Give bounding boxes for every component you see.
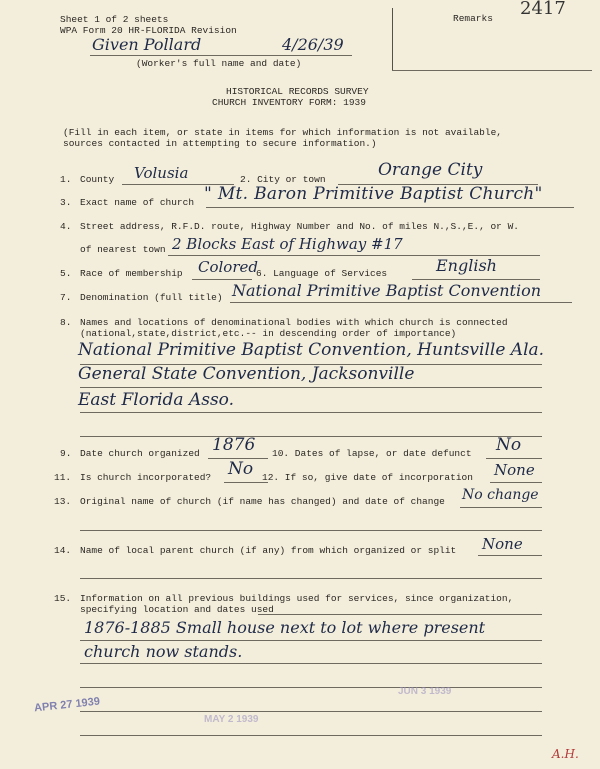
language-line: [412, 279, 540, 280]
bodies-label-2: (national,state,district,etc.-- in descending order of importance): [80, 328, 457, 339]
worker-caption: (Worker's full name and date): [136, 58, 302, 69]
language-value: English: [436, 256, 497, 275]
bodies-value-2: General State Convention, Jacksonville: [78, 364, 415, 384]
bodies-line-3: [80, 412, 542, 413]
buildings-value-1: 1876-1885 Small house next to lot where present: [84, 618, 486, 637]
church-name-label: Exact name of church: [80, 197, 195, 208]
sheet-count: Sheet 1 of 2 sheets: [60, 14, 169, 25]
lapse-line: [486, 458, 542, 459]
address-label-2: of nearest town: [80, 244, 166, 255]
organized-value: 1876: [212, 435, 256, 455]
survey-title: HISTORICAL RECORDS SURVEY: [226, 86, 369, 97]
address-label-1: Street address, R.F.D. route, Highway Number and No. of miles N.,S.,E., or W.: [80, 221, 519, 232]
buildings-line-6: [80, 735, 542, 736]
worker-line: [90, 55, 352, 56]
original-name-label: Original name of church (if name has changed) and date of change: [80, 496, 445, 507]
item-3-number: 3.: [60, 197, 72, 208]
item-15-number: 15.: [54, 593, 72, 604]
bodies-label-1: Names and locations of denominational bodies with which church is connected: [80, 317, 508, 328]
original-name-line-1: [460, 507, 542, 508]
buildings-label-1: Information on all previous buildings used for services, since organization,: [80, 593, 514, 604]
buildings-line-2: [80, 640, 542, 641]
parent-church-line-1: [478, 555, 542, 556]
race-value: Colored: [198, 258, 258, 276]
county-label: County: [80, 174, 115, 185]
organized-label: Date church organized: [80, 448, 200, 459]
parent-church-label: Name of local parent church (if any) from which organized or split: [80, 545, 457, 556]
bodies-line-2: [80, 387, 542, 388]
church-name-line: [206, 207, 574, 208]
city-label: 2. City or town: [240, 174, 326, 185]
item-13-number: 13.: [54, 496, 72, 507]
incorporated-label: Is church incorporated?: [80, 472, 212, 483]
instructions-line2: sources contacted in attempting to secure information.): [63, 138, 377, 149]
item-5-number: 5.: [60, 268, 72, 279]
form-title: CHURCH INVENTORY FORM: 1939: [212, 97, 366, 108]
original-name-line-2: [80, 530, 542, 531]
buildings-line-1: [258, 614, 542, 615]
buildings-line-5: [80, 711, 542, 712]
county-value: Volusia: [134, 164, 189, 182]
corner-number: 2417: [520, 0, 566, 19]
received-stamp-apr: APR 27 1939: [33, 695, 101, 715]
item-7-number: 7.: [60, 292, 72, 303]
race-line: [192, 279, 252, 280]
remarks-label: Remarks: [453, 13, 493, 24]
bodies-line-4: [80, 436, 542, 437]
incorporation-date-line: [490, 482, 542, 483]
language-label: 6. Language of Services: [256, 268, 388, 279]
buildings-line-3: [80, 663, 542, 664]
lapse-value: No: [496, 435, 522, 455]
buildings-label-2: specifying location and dates used: [80, 604, 274, 615]
race-label: Race of membership: [80, 268, 183, 279]
worker-name: Given Pollard: [92, 35, 202, 54]
item-4-number: 4.: [60, 221, 72, 232]
original-name-value: No change: [462, 487, 539, 503]
church-name-value: " Mt. Baron Primitive Baptist Church": [204, 184, 543, 204]
address-value: 2 Blocks East of Highway #17: [172, 235, 403, 253]
remarks-divider: [392, 8, 393, 70]
buildings-line-4: [80, 687, 542, 688]
parent-church-line-2: [80, 578, 542, 579]
instructions-line1: (Fill in each item, or state in items for which information is not available,: [63, 127, 502, 138]
bodies-value-3: East Florida Asso.: [78, 390, 235, 410]
parent-church-value: None: [482, 535, 523, 553]
received-stamp-jun: JUN 3 1939: [398, 686, 452, 697]
form-id: WPA Form 20 HR-FLORIDA Revision: [60, 25, 237, 36]
received-stamp-may: MAY 2 1939: [204, 714, 259, 725]
item-8-number: 8.: [60, 317, 72, 328]
incorporation-date-label: 12. If so, give date of incorporation: [262, 472, 473, 483]
denomination-label: Denomination (full title): [80, 292, 223, 303]
lapse-label: 10. Dates of lapse, or date defunct: [272, 448, 472, 459]
item-11-number: 11.: [54, 472, 72, 483]
reviewer-initials: A.H.: [552, 747, 579, 761]
denomination-value: National Primitive Baptist Convention: [232, 281, 542, 300]
city-value: Orange City: [378, 160, 483, 180]
item-9-number: 9.: [60, 448, 72, 459]
worker-date: 4/26/39: [282, 35, 344, 54]
denomination-line: [230, 302, 572, 303]
incorporation-date-value: None: [494, 461, 535, 479]
bodies-value-1: National Primitive Baptist Convention, Huntsville Ala.: [78, 340, 545, 360]
remarks-bottom: [392, 70, 592, 71]
item-1-number: 1.: [60, 174, 72, 185]
buildings-value-2: church now stands.: [84, 642, 243, 661]
incorporated-value: No: [228, 459, 254, 479]
item-14-number: 14.: [54, 545, 72, 556]
